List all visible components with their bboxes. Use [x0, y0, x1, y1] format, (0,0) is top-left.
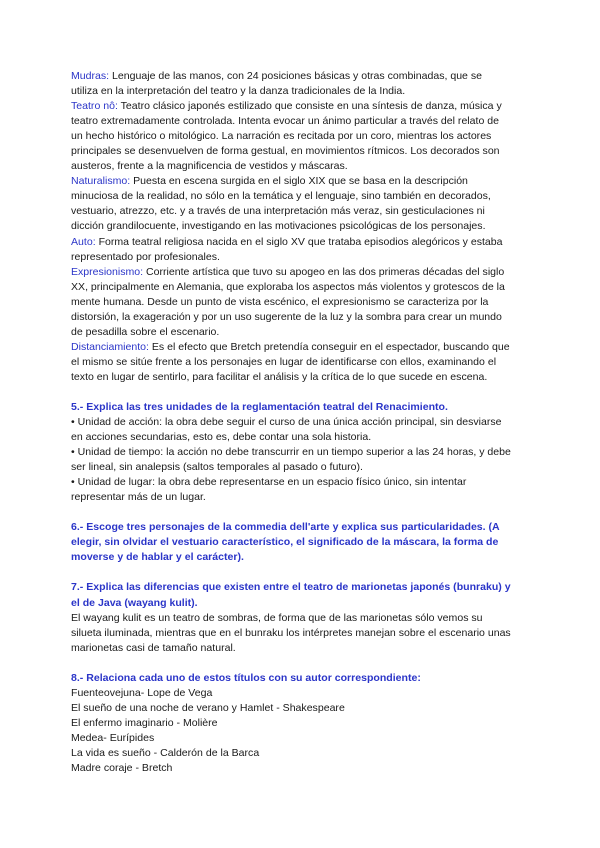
question-5 — [71, 400, 511, 505]
spacer — [71, 656, 511, 671]
glossary-term: Auto: — [71, 235, 96, 248]
question-6-heading: 6.- Escoge tres personajes de la commedia dell'arte y explica sus particularidades. (A elegir, sin olvidar el vestuario característico, el significado de la máscara, la forma de moverse y de hablar y el carácter). — [71, 521, 500, 564]
bullet-item: • Unidad de lugar: la obra debe representarse en un espacio físico único, sin intentar representar más de un lugar. — [71, 476, 467, 504]
bullet-item: • Unidad de acción: la obra debe seguir el curso de una única acción principal, sin desviarse en acciones secundarias, esto es, debe contar una sola historia. — [71, 416, 502, 444]
glossary-term: Expresionismo: — [71, 265, 144, 278]
question-7-answer: El wayang kulit es un teatro de sombras, de forma que de las marionetas sólo vemos su silueta iluminada, mientras que en el bunraku los intérpretes manejan sobre el escenario unas marionetas casi de tamaño natural. — [71, 611, 511, 654]
spacer — [71, 505, 511, 520]
glossary-entry — [71, 174, 511, 234]
glossary-entry — [71, 235, 511, 265]
document-page — [71, 69, 511, 776]
question-7-heading: 7.- Explica las diferencias que existen entre el teatro de marionetas japonés (bunraku) y el de Java (wayang kulit). — [71, 581, 511, 609]
glossary — [71, 69, 511, 385]
glossary-entry — [71, 69, 511, 99]
glossary-definition: Forma teatral religiosa nacida en el siglo XV que trataba episodios alegóricos y estaba representado por profesionales. — [71, 235, 503, 263]
glossary-definition: Teatro clásico japonés estilizado que consiste en una síntesis de danza, música y teatro extremadamente controlada. Intenta evocar un ánimo particular a través del relato de un hecho histórico o mitológico. La narración es recitada por un coro, mientras los actores principales se desenvuelven de forma gestual, en movimientos rítmicos. Los decorados son austeros, frente a la magnificencia de vestidos y máscaras. — [71, 100, 502, 173]
title-author-pair: Madre coraje - Bretch — [71, 761, 173, 774]
spacer — [71, 565, 511, 580]
glossary-definition: Corriente artística que tuvo su apogeo en las dos primeras décadas del siglo XX, principalmente en Alemania, que exploraba los aspectos más violentos y grotescos de la mente humana. Desde un punto de vista escénico, el expresionismo se caracteriza por la distorsión, la exageración y por un uso sugerente de la luz y la sombra para crear un mundo de pesadilla sobre el escenario. — [71, 265, 505, 338]
glossary-definition: Puesta en escena surgida en el siglo XIX que se basa en la descripción minuciosa de la realidad, no sólo en la temática y el lenguaje, sino también en decorados, vestuario, atrezzo, etc. y a través de una interpretación más veraz, sin gesticulaciones ni dicción grandilocuente, investigando en las motivaciones psicológicas de los personajes. — [71, 175, 491, 233]
title-author-pair: El enfermo imaginario - Molière — [71, 716, 218, 729]
question-7 — [71, 580, 511, 655]
glossary-term: Mudras: — [71, 70, 110, 82]
glossary-definition: Es el efecto que Bretch pretendía conseguir en el espectador, buscando que el mismo se sitúe frente a los personajes en lugar de identificarse con ellos, examinando el texto en lugar de sentirlo, para facilitar el análisis y la crítica de lo que sucede en escena. — [71, 340, 510, 383]
question-6 — [71, 520, 511, 565]
question-5-heading: 5.- Explica las tres unidades de la reglamentación teatral del Renacimiento. — [71, 400, 448, 413]
title-author-pair: El sueño de una noche de verano y Hamlet - Shakespeare — [71, 701, 345, 714]
glossary-term: Distanciamiento: — [71, 340, 149, 353]
glossary-entry — [71, 340, 511, 385]
glossary-entry — [71, 99, 511, 174]
glossary-term: Naturalismo: — [71, 175, 131, 188]
question-8-heading: 8.- Relaciona cada uno de estos títulos con su autor correspondiente: — [71, 671, 421, 684]
title-author-pair: La vida es sueño - Calderón de la Barca — [71, 746, 260, 759]
question-8 — [71, 671, 511, 776]
title-author-pair: Medea- Eurípides — [71, 731, 155, 744]
title-author-pair: Fuenteovejuna- Lope de Vega — [71, 686, 213, 699]
glossary-entry — [71, 265, 511, 340]
glossary-term: Teatro nô: — [71, 100, 118, 113]
bullet-item: • Unidad de tiempo: la acción no debe transcurrir en un tiempo superior a las 24 horas, y debe ser lineal, sin analepsis (saltos temporales al pasado o futuro). — [71, 446, 511, 474]
glossary-definition: Lenguaje de las manos, con 24 posiciones básicas y otras combinadas, que se utiliza en la interpretación del teatro y la danza tradicionales de la India. — [71, 70, 482, 98]
spacer — [71, 385, 511, 400]
